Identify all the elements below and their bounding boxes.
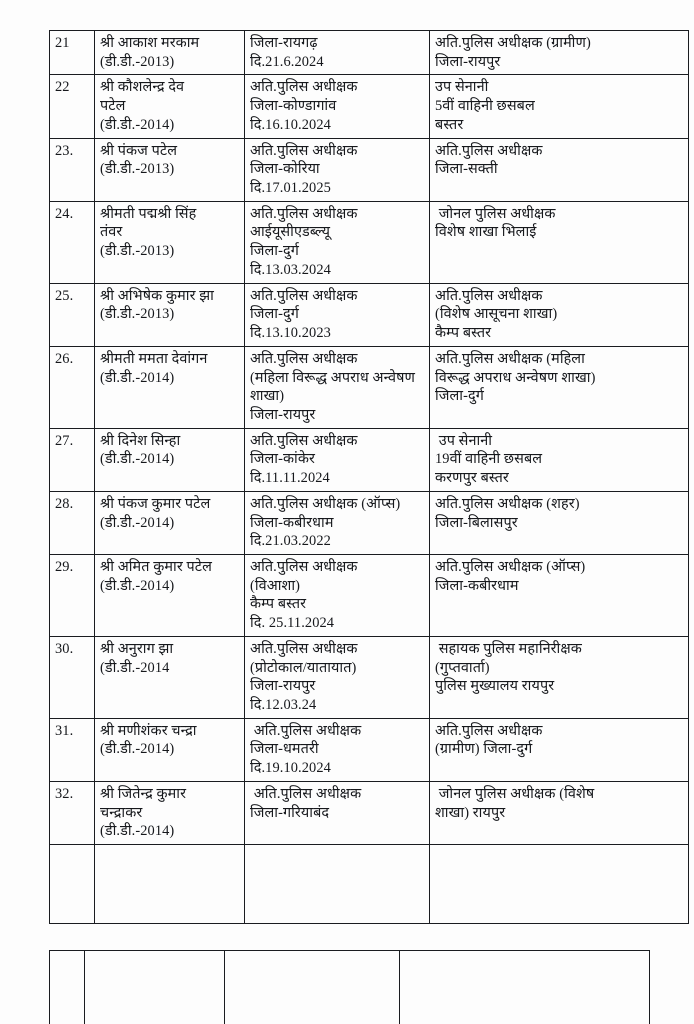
cell-serial-number: 23.: [50, 138, 95, 201]
cell-line: उप सेनानी: [435, 79, 489, 96]
cell-officer-name: [95, 491, 245, 554]
cell-line: कैम्प बस्तर: [435, 325, 492, 342]
cell-line: अति.पुलिस अधीक्षक: [250, 785, 362, 802]
cell-line: पटेल: [100, 98, 126, 115]
cell-officer-name: [95, 346, 245, 428]
cell-current-posting: [245, 636, 430, 718]
table-row: [50, 75, 689, 138]
cell-serial-number: 32.: [50, 781, 95, 844]
cell-line: आईयूसीएडब्ल्यू: [250, 224, 331, 241]
cell-line: तंवर: [100, 224, 123, 241]
cell-serial-number: 25.: [50, 283, 95, 346]
cell-line: (डी.डी.-2013): [100, 53, 175, 70]
cell-new-posting: [430, 428, 689, 491]
cell-line: 19वीं वाहिनी छसबल: [435, 451, 543, 468]
transfer-table-container: [49, 30, 650, 924]
cell-officer-name: [95, 31, 245, 75]
cell-line: विरूद्ध अपराध अन्वेषण शाखा): [435, 369, 596, 386]
column-divider-2: [224, 951, 225, 1024]
table-row: [50, 138, 689, 201]
cell-new-posting: [430, 845, 689, 924]
cell-line: अति.पुलिस अधीक्षक (शहर): [435, 495, 580, 512]
cell-serial-number: 26.: [50, 346, 95, 428]
cell-current-posting: [245, 845, 430, 924]
cell-line: अति.पुलिस अधीक्षक: [250, 350, 358, 367]
cell-line: जिला-कोण्डागांव: [250, 98, 337, 115]
cell-serial-number: [50, 845, 95, 924]
cell-line: (प्रोटोकाल/यातायात): [250, 659, 357, 676]
cell-current-posting: [245, 346, 430, 428]
cell-line: जिला-कबीरधाम: [435, 577, 519, 594]
cell-line: शाखा) रायपुर: [435, 804, 506, 821]
cell-line: (विशेष आसूचना शाखा): [435, 306, 558, 323]
cell-line: जिला-रायपुर: [250, 406, 316, 423]
cell-line: (डी.डी.-2013): [100, 161, 175, 178]
cell-line: दि.21.6.2024: [250, 53, 324, 70]
cell-current-posting: [245, 428, 430, 491]
column-divider-3: [399, 951, 400, 1024]
cell-line: (डी.डी.-2014): [100, 823, 175, 840]
table-row: [50, 636, 689, 718]
cell-line: श्री आकाश मरकाम: [100, 35, 200, 51]
cell-serial-number: 27.: [50, 428, 95, 491]
cell-line: (डी.डी.-2014): [100, 741, 175, 758]
cell-line: श्री अभिषेक कुमार झा: [100, 287, 214, 304]
table-row: [50, 491, 689, 554]
cell-line: अति.पुलिस अधीक्षक: [435, 142, 543, 159]
cell-line: (गुप्तवार्ता): [435, 659, 490, 676]
cell-new-posting: [430, 554, 689, 636]
cell-line: दि.21.03.2022: [250, 533, 331, 550]
column-divider-1: [84, 951, 85, 1024]
cell-line: (डी.डी.-2014): [100, 369, 175, 386]
cell-line: दि.11.11.2024: [250, 470, 330, 487]
cell-line: उप सेनानी: [435, 432, 493, 449]
cell-line: दि.19.10.2024: [250, 760, 331, 777]
cell-line: श्री दिनेश सिन्हा: [100, 432, 181, 449]
cell-serial-number: 29.: [50, 554, 95, 636]
cell-serial-number: 22: [50, 75, 95, 138]
cell-current-posting: [245, 138, 430, 201]
cell-line: जिला-कांकेर: [250, 451, 315, 468]
cell-current-posting: [245, 491, 430, 554]
table-row: [50, 718, 689, 781]
table-body: [50, 31, 689, 924]
cell-line: जिला-गरियाबंद: [250, 804, 330, 821]
table-row: [50, 845, 689, 924]
cell-line: जिला-दुर्ग: [250, 243, 299, 260]
cell-line: श्री अमित कुमार पटेल: [100, 558, 212, 575]
cell-officer-name: [95, 636, 245, 718]
cell-line: दि.13.10.2023: [250, 325, 331, 342]
cell-line: जिला-रायपुर: [435, 53, 501, 70]
cell-current-posting: [245, 283, 430, 346]
cell-line: अति.पुलिस अधीक्षक: [250, 142, 358, 159]
table-row: [50, 201, 689, 283]
cell-officer-name: [95, 845, 245, 924]
cell-new-posting: [430, 201, 689, 283]
table-trailing-empty-row: [49, 950, 650, 1024]
cell-line: अति.पुलिस अधीक्षक: [250, 205, 358, 222]
cell-current-posting: [245, 31, 430, 75]
cell-current-posting: [245, 781, 430, 844]
table-row: [50, 428, 689, 491]
cell-line: (विआशा): [250, 577, 301, 594]
cell-line: अति.पुलिस अधीक्षक (महिला: [435, 350, 585, 367]
cell-line: जोनल पुलिस अधीक्षक (विशेष: [435, 785, 595, 802]
cell-line: श्रीमती पद्मश्री सिंह: [100, 205, 197, 222]
cell-serial-number: 31.: [50, 718, 95, 781]
cell-line: जिला-कबीरधाम: [250, 514, 334, 531]
cell-line: अति.पुलिस अधीक्षक: [250, 640, 358, 657]
cell-line: जिला-धमतरी: [250, 741, 319, 758]
cell-serial-number: 28.: [50, 491, 95, 554]
cell-current-posting: [245, 554, 430, 636]
cell-line: अति.पुलिस अधीक्षक (ग्रामीण): [435, 35, 591, 51]
table-row: [50, 781, 689, 844]
cell-officer-name: [95, 283, 245, 346]
cell-current-posting: [245, 75, 430, 138]
cell-line: शाखा): [250, 388, 285, 405]
table-row: [50, 346, 689, 428]
cell-line: अति.पुलिस अधीक्षक: [435, 287, 543, 304]
cell-line: (ग्रामीण) जिला-दुर्ग: [435, 741, 533, 758]
cell-line: जिला-कोरिया: [250, 161, 320, 178]
cell-officer-name: [95, 718, 245, 781]
cell-line: जिला-दुर्ग: [250, 306, 299, 323]
cell-line: श्रीमती ममता देवांगन: [100, 350, 208, 367]
cell-line: (डी.डी.-2013): [100, 306, 175, 323]
cell-line: अति.पुलिस अधीक्षक (ऑप्स): [250, 495, 401, 512]
cell-line: (डी.डी.-2014): [100, 577, 175, 594]
cell-line: (डी.डी.-2014): [100, 451, 175, 468]
cell-line: श्री जितेन्द्र कुमार: [100, 785, 187, 802]
cell-officer-name: [95, 201, 245, 283]
cell-line: अति.पुलिस अधीक्षक: [250, 722, 362, 739]
cell-line: श्री पंकज पटेल: [100, 142, 178, 159]
cell-line: श्री मणीशंकर चन्द्रा: [100, 722, 197, 739]
table-row: [50, 283, 689, 346]
cell-new-posting: [430, 718, 689, 781]
cell-line: (डी.डी.-2014): [100, 116, 175, 133]
cell-line: जोनल पुलिस अधीक्षक: [435, 205, 556, 222]
cell-line: दि.17.01.2025: [250, 180, 331, 197]
cell-line: चन्द्राकर: [100, 804, 143, 821]
cell-current-posting: [245, 718, 430, 781]
cell-line: विशेष शाखा भिलाई: [435, 224, 537, 241]
cell-officer-name: [95, 138, 245, 201]
cell-officer-name: [95, 428, 245, 491]
cell-new-posting: [430, 283, 689, 346]
cell-serial-number: 21: [50, 31, 95, 75]
cell-line: (डी.डी.-2014: [100, 659, 170, 676]
cell-line: कैम्प बस्तर: [250, 596, 307, 613]
cell-current-posting: [245, 201, 430, 283]
cell-line: दि.16.10.2024: [250, 116, 331, 133]
cell-line: सहायक पुलिस महानिरीक्षक: [435, 640, 582, 657]
cell-line: श्री अनुराग झा: [100, 640, 174, 657]
cell-new-posting: [430, 491, 689, 554]
cell-line: 5वीं वाहिनी छसबल: [435, 98, 535, 115]
cell-line: श्री पंकज कुमार पटेल: [100, 495, 211, 512]
cell-line: जिला-सक्ती: [435, 161, 498, 178]
cell-line: बस्तर: [435, 116, 464, 133]
cell-line: अति.पुलिस अधीक्षक: [250, 79, 358, 96]
cell-line: श्री कौशलेन्द्र देव: [100, 79, 185, 96]
cell-new-posting: [430, 138, 689, 201]
cell-line: दि.13.03.2024: [250, 261, 331, 278]
cell-officer-name: [95, 781, 245, 844]
cell-line: (महिला विरूद्ध अपराध अन्वेषण: [250, 369, 416, 386]
cell-officer-name: [95, 554, 245, 636]
cell-officer-name: [95, 75, 245, 138]
cell-line: करणपुर बस्तर: [435, 470, 509, 487]
cell-line: जिला-रायपुर: [250, 678, 316, 695]
cell-line: पुलिस मुख्यालय रायपुर: [435, 678, 555, 695]
cell-new-posting: [430, 31, 689, 75]
cell-line: दि.12.03.24: [250, 697, 317, 713]
cell-line: (डी.डी.-2013): [100, 243, 175, 260]
cell-serial-number: 24.: [50, 201, 95, 283]
cell-line: अति.पुलिस अधीक्षक (ऑप्स): [435, 558, 586, 575]
cell-new-posting: [430, 781, 689, 844]
cell-line: दि. 25.11.2024: [250, 615, 335, 632]
cell-line: अति.पुलिस अधीक्षक: [250, 287, 358, 304]
table-row: [50, 554, 689, 636]
table-row: [50, 31, 689, 75]
cell-new-posting: [430, 636, 689, 718]
cell-line: जिला-रायगढ़: [250, 35, 318, 51]
cell-line: अति.पुलिस अधीक्षक: [250, 432, 358, 449]
cell-new-posting: [430, 75, 689, 138]
cell-serial-number: 30.: [50, 636, 95, 718]
cell-line: अति.पुलिस अधीक्षक: [435, 722, 543, 739]
cell-new-posting: [430, 346, 689, 428]
cell-line: (डी.डी.-2014): [100, 514, 175, 531]
cell-line: अति.पुलिस अधीक्षक: [250, 558, 358, 575]
cell-line: जिला-दुर्ग: [435, 388, 484, 405]
transfer-table: [49, 30, 689, 924]
cell-line: जिला-बिलासपुर: [435, 514, 518, 531]
